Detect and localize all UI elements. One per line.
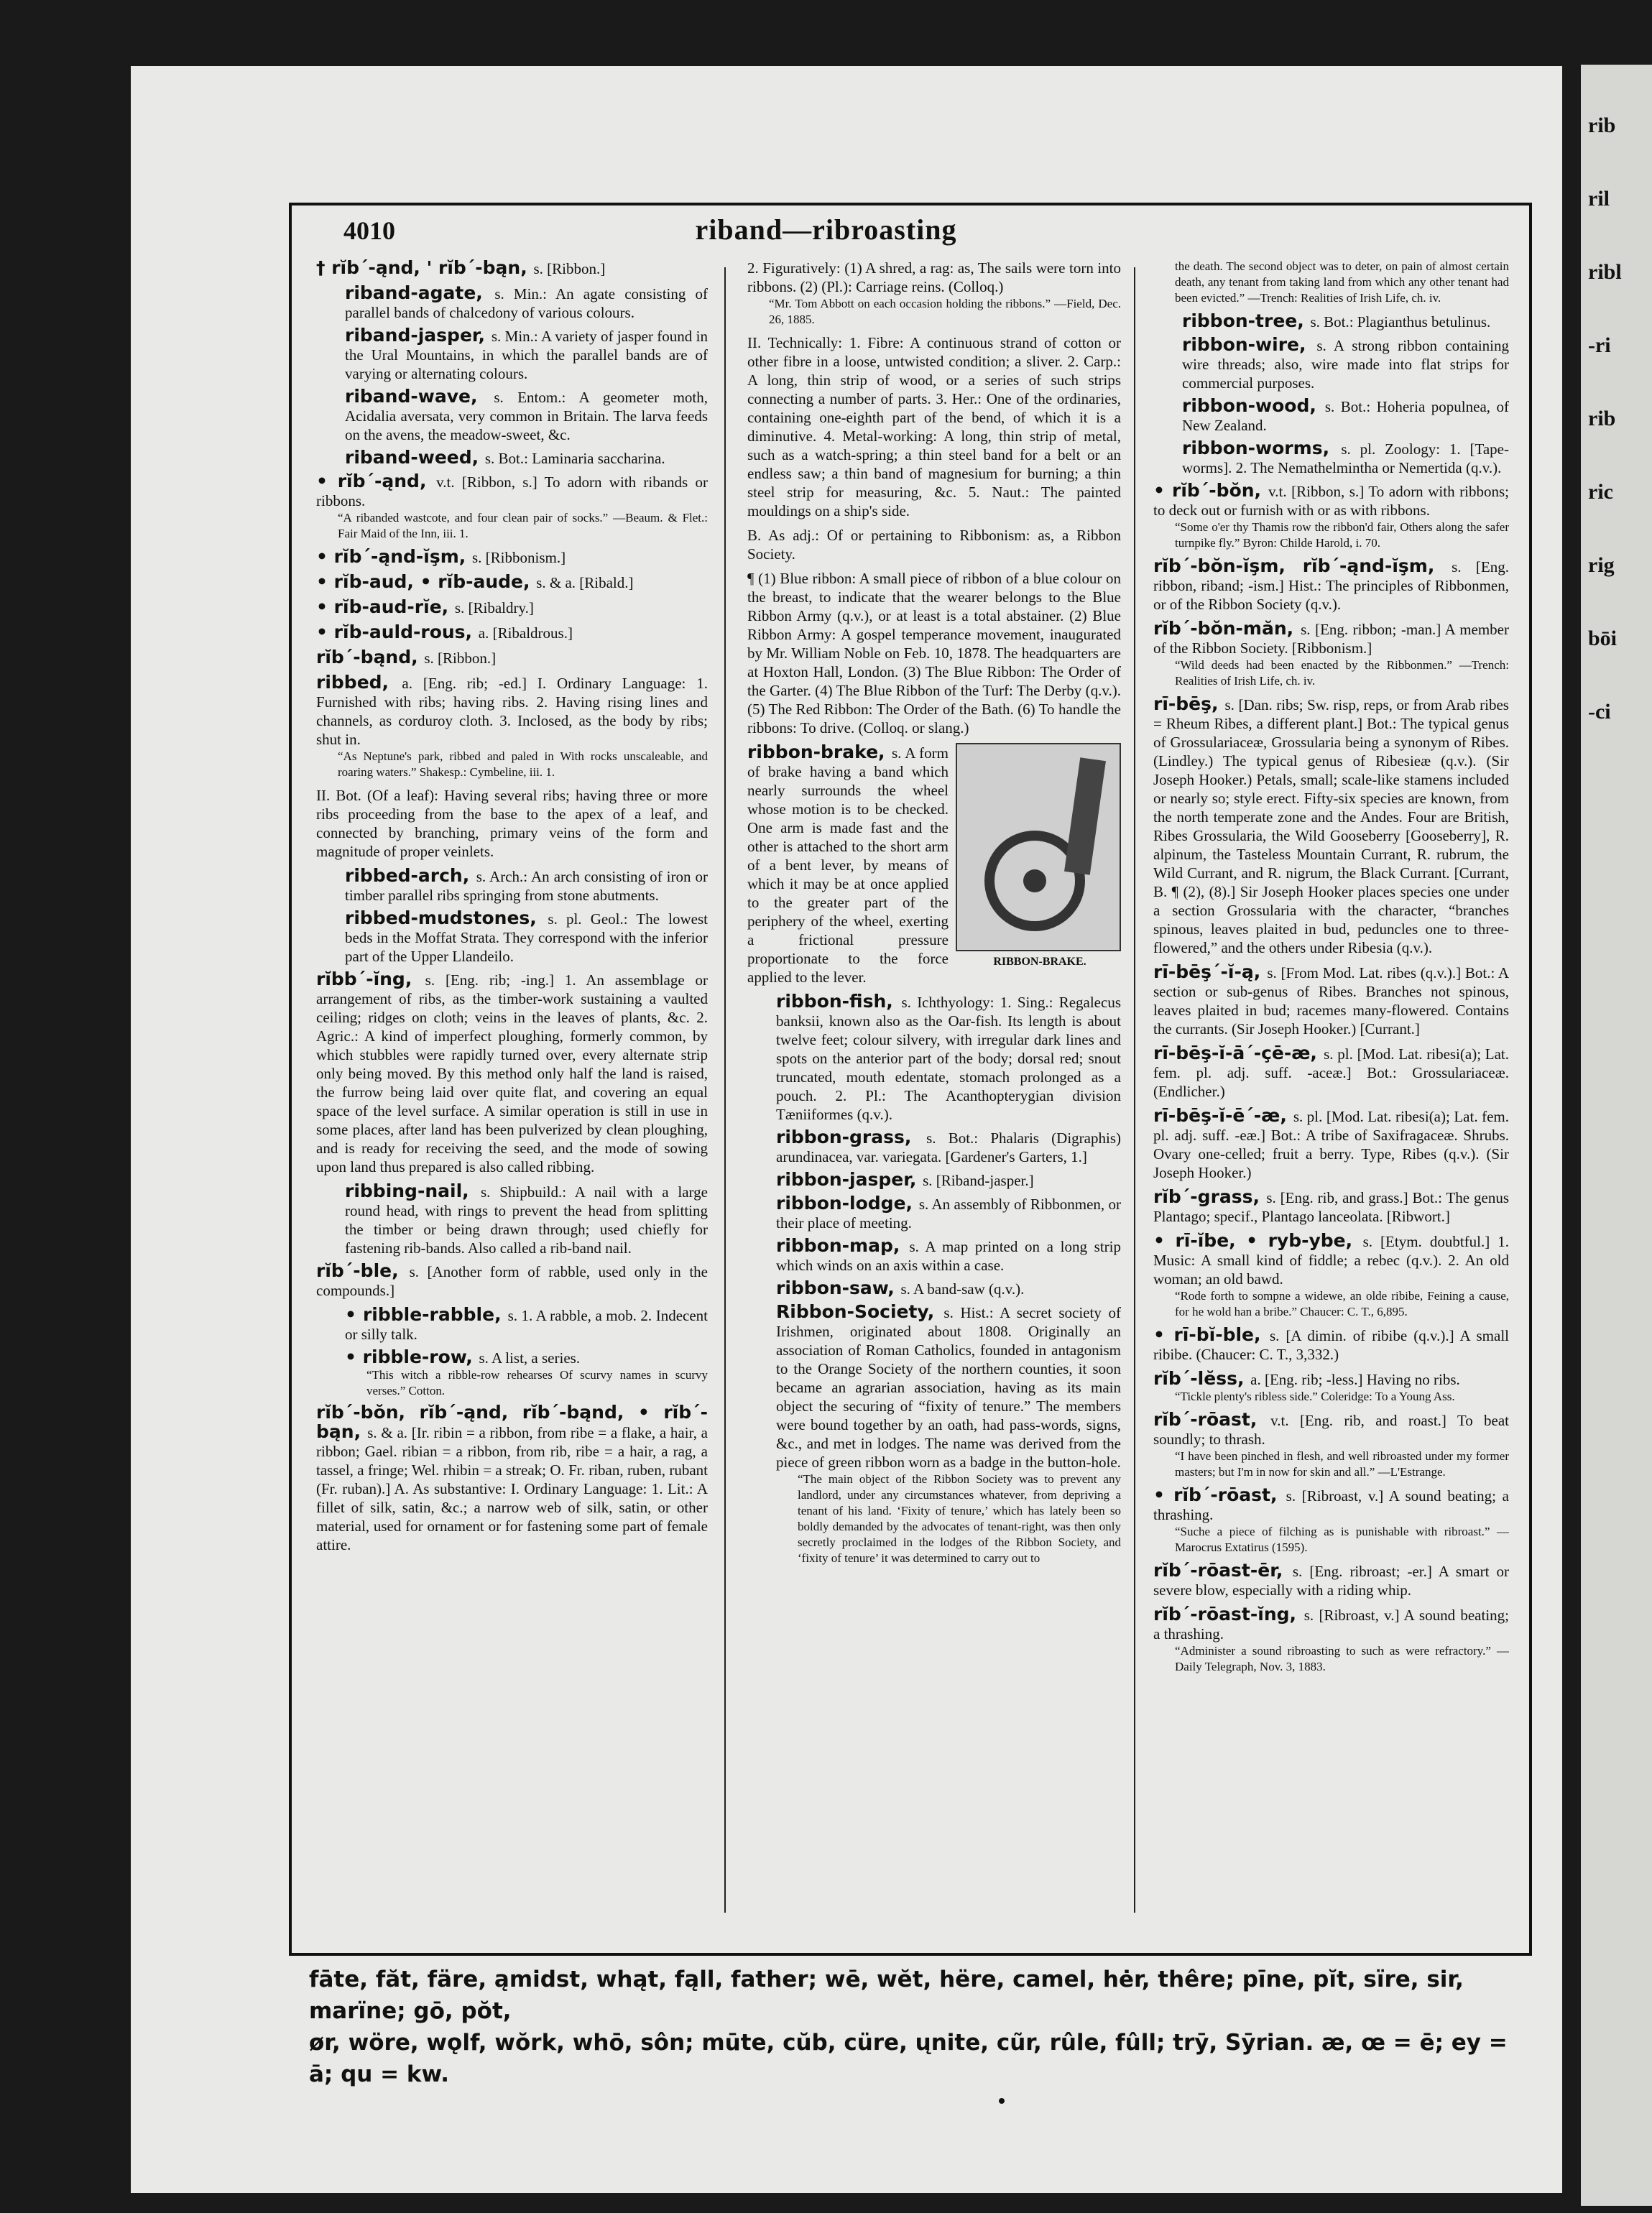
- definition: s. [Dan. ribs; Sw. risp, reps, or from Arab ribes = Rheum Ribes, a different plant.] Bot.: The typical genus of Grossulariaceæ, Grossularia being a synonym of Ribes. (Lindley.) The typical genus of Ribesieæ (q.v.). (Sir Joseph Hooker.) Petals, small; scale-like stamens included or nearly so; style erect. Fifty-six species are known, from the north temperate zone and the Andes. Four are British, Ribes Grossularia, the Wild Gooseberry [Gooseberry], R. alpinum, the Tasteless Mountain Currant, R. rubrum, the Wild Currant, and R. nigrum, the Black Currant. [Currant, B. ¶ (2), (8).] Sir Joseph Hooker places species one under a section Grossularia with the character, “branches spinous, leaves plaited in bud, peduncles one to three-flowered,” and the others under Ribesia (q.v.).: [1153, 696, 1509, 956]
- quotation: “This witch a ribble-row rehearses Of scurvy names in scurvy verses.” Cotton.: [366, 1368, 708, 1397]
- headword: ribbon-wire,: [1182, 334, 1317, 355]
- quotation: “Tickle plenty's ribless side.” Coleridge: To a Young Ass.: [1175, 1390, 1455, 1403]
- dictionary-entry: [1153, 1326, 1509, 1364]
- dictionary-entry: [747, 992, 1121, 1124]
- headword: • rĭb-auld-rous,: [316, 622, 479, 642]
- definition: s. An assembly of Ribbonmen, or their place of meeting.: [776, 1196, 1121, 1232]
- dictionary-entry: [1153, 963, 1509, 1038]
- definition: s. [Ribroast, v.] A sound beating; a thrashing.: [1153, 1607, 1509, 1643]
- dictionary-entry: [1153, 1410, 1509, 1480]
- headword: • ribble-row,: [345, 1346, 479, 1367]
- definition: s. & a. [Ir. ribin = a ribbon, from ribe = a flake, a hair, a ribbon; Gael. ribian = a ribbon, from rib, ribe = a hair, a rag, a tassel, a fringe; Wel. rhibin = a streak; O. Fr. riban, ruben, rubant (Fr. ruban).] A. As substantive: I. Ordinary Language: 1. Lit.: A fillet of silk, satin, &c.; a narrow web of silk, satin, or other material, used for ornament or for fastening some part of female attire.: [316, 1424, 708, 1553]
- adjacent-fragment: rib: [1588, 407, 1616, 430]
- dictionary-entry: [747, 1128, 1121, 1166]
- definition: s. A band-saw (q.v.).: [900, 1280, 1025, 1298]
- dictionary-entry: [747, 1303, 1121, 1566]
- headword: rĭb´-bŏn-măn,: [1153, 618, 1301, 639]
- dictionary-entry: [1153, 1486, 1509, 1556]
- column-2: [747, 259, 1121, 1962]
- dictionary-entry: [747, 333, 1121, 520]
- headword: • rĭb-aud, • rĭb-aude,: [316, 571, 537, 592]
- definition: s. Ichthyology: 1. Sing.: Regalecus banksii, known also as the Oar-fish. Its length is about twelve feet; colour silvery, with irregular dark lines and spots on the anterior part of the body; dorsal red; snout truncated, mouth edentate, stomach prolonged as a pouch. 2. Pl.: The Acanthopterygian division Tæniiformes (q.v.).: [776, 994, 1121, 1123]
- quotation: “Wild deeds had been enacted by the Ribbonmen.” —Trench: Realities of Irish Life, ch. iv.: [1175, 658, 1509, 688]
- headword: • rĭb´-ąnd,: [316, 471, 437, 491]
- definition: B. As adj.: Of or pertaining to Ribbonism: as, a Ribbon Society.: [747, 527, 1121, 563]
- definition: s. [Eng. ribbon; -man.] A member of the Ribbon Society. [Ribbonism.]: [1153, 621, 1509, 657]
- column-1: [316, 259, 708, 1962]
- dictionary-entry: [1153, 1044, 1509, 1101]
- pronunciation-line-1: fāte, făt, färe, ąmidst, whąt, fąll, father; wē, wĕt, hëre, camel, hėr, thêre; pīne, pĭt, sïre, sir, marïne; gō, pŏt,: [309, 1967, 1464, 2024]
- definition: s. pl. Zoology: 1. [Tape-worms]. 2. The Nemathelmintha or Nemertida (q.v.).: [1182, 440, 1509, 476]
- headword: ribbed-arch,: [345, 865, 476, 886]
- definition: s. [Ribbon.]: [533, 260, 606, 277]
- headword: ribbon-lodge,: [776, 1193, 919, 1214]
- dictionary-entry: [316, 284, 708, 322]
- definition: s. [Riband-jasper.]: [923, 1172, 1034, 1189]
- adjacent-fragment: -ci: [1588, 700, 1611, 724]
- dictionary-entry: [1153, 481, 1509, 551]
- headword: rĭb´-rōast-ĭng,: [1153, 1604, 1304, 1625]
- dictionary-entry: [1153, 1232, 1509, 1320]
- definition: v.t. [Eng. rib, and roast.] To beat soundly; to thrash.: [1153, 1412, 1509, 1448]
- definition: s. [Ribbonism.]: [472, 549, 566, 566]
- dictionary-entry: [1153, 695, 1509, 957]
- definition: s. Min.: An agate consisting of parallel bands of chalcedony of various colours.: [345, 285, 708, 321]
- headword: rĭb´-lĕss,: [1153, 1368, 1251, 1389]
- dictionary-entry: [316, 598, 708, 617]
- adjacent-fragment: rig: [1588, 553, 1615, 577]
- column-rule: [1134, 267, 1135, 1913]
- dictionary-entry: [316, 648, 708, 667]
- dictionary-entry: [316, 259, 708, 278]
- definition: s. [Eng. ribbon, riband; -ism.] Hist.: The principles of Ribbonmen, or of the Ribbon Society (q.v.).: [1153, 558, 1509, 613]
- headword: ribbon-tree,: [1182, 310, 1311, 331]
- dictionary-entry: [1153, 312, 1509, 331]
- dictionary-entry: [747, 743, 1121, 987]
- quotation: “Some o'er thy Thamis row the ribbon'd fair, Others along the safer turnpike fly.” Byron: Childe Harold, i. 70.: [1175, 520, 1509, 550]
- definition: a. [Ribaldrous.]: [478, 624, 573, 642]
- dictionary-entry: [747, 1170, 1121, 1190]
- dictionary-entry: [316, 623, 708, 642]
- dictionary-entry: [1153, 1605, 1509, 1675]
- headword: ribbon-map,: [776, 1235, 910, 1256]
- headword: • rĭb´-ąnd-ĭşm,: [316, 546, 472, 567]
- page-number: 4010: [343, 216, 395, 245]
- headword: riband-weed,: [345, 447, 485, 468]
- headword: • rĭb-aud-rĭe,: [316, 596, 455, 617]
- headword: ribbing-nail,: [345, 1181, 481, 1201]
- definition: s. [From Mod. Lat. ribes (q.v.).] Bot.: A section or sub-genus of Ribes. Branches not spinous, leaves plaited in bud; racemes many-flowered. Contains the currants. (Sir Joseph Hooker.) [Currant.]: [1153, 964, 1509, 1038]
- dictionary-entry: [1153, 259, 1509, 306]
- dictionary-entry: [316, 786, 708, 861]
- dictionary-entry: [316, 1262, 708, 1300]
- definition: s. Entom.: A geometer moth, Acidalia aversata, very common in Britain. The larva feeds on the avens, the meadow-sweet, &c.: [345, 389, 708, 443]
- headword: rĭb´-bŏn, rĭb´-ąnd, rĭb´-bąnd, • rĭb´-bąn,: [316, 1402, 708, 1442]
- definition: s. [Ribroast, v.] A sound beating; a thrashing.: [1153, 1487, 1509, 1523]
- headword: riband-agate,: [345, 282, 495, 303]
- definition: s. A map printed on a long strip which winds on an axis within a case.: [776, 1238, 1121, 1274]
- definition: s. 1. A rabble, a mob. 2. Indecent or silly talk.: [345, 1307, 708, 1343]
- quotation: “Mr. Tom Abbott on each occasion holding the ribbons.” —Field, Dec. 26, 1885.: [769, 297, 1121, 326]
- definition: s. Min.: A variety of jasper found in the Ural Mountains, in which the parallel bands are of varying or alternating colours.: [345, 328, 708, 382]
- quotation: “As Neptune's park, ribbed and paled in With rocks unscaleable, and roaring waters.” Shakesp.: Cymbeline, iii. 1.: [338, 749, 708, 779]
- dictionary-entry: [316, 1306, 708, 1344]
- dictionary-entry: [747, 526, 1121, 563]
- adjacent-fragment: -ri: [1588, 333, 1611, 357]
- definition: s. Bot.: Phalaris (Digraphis) arundinacea, var. variegata. [Gardener's Garters, 1.]: [776, 1129, 1121, 1165]
- headword: ribbed-mudstones,: [345, 907, 548, 928]
- definition: a. [Eng. rib; -less.] Having no ribs.: [1250, 1371, 1460, 1388]
- definition: s. [Eng. rib; -ing.] 1. An assemblage or arrangement of ribs, as the timber-work sustaining a vaulted ceiling; ridges on cloth; veins in the leaves of plants, &c. 2. Agric.: A kind of imperfect ploughing, formerly common, by which stubbles were rapidly turned over, every alternate strip only being moved. By this method only half the land is raised, the furrow being laid over quite flat, and covering an equal space of the level surface. A similar operation is still in use in some places, after land has been pulverized by clean ploughing, and is ready for receiving the seed, and the mode of sowing upon land thus prepared is also called ribbing.: [316, 971, 708, 1175]
- headword: † rĭb´-ąnd, ' rĭb´-bąn,: [316, 259, 534, 278]
- definition: s. [Ribaldry.]: [454, 599, 534, 616]
- dictionary-entry: [1153, 336, 1509, 392]
- definition: s. [Eng. rib, and grass.] Bot.: The genus Plantago; specif., Plantago lanceolata. [Ribwort.]: [1153, 1189, 1509, 1225]
- dictionary-entry: [747, 1279, 1121, 1298]
- dictionary-entry: [316, 573, 708, 592]
- headword: rĭb´-rōast-ēr,: [1153, 1560, 1293, 1581]
- dictionary-entry: [1153, 1106, 1509, 1182]
- definition: II. Bot. (Of a leaf): Having several ribs; having three or more ribs proceeding from the base to the apex of a leaf, and connected by branching, primary veins of the form and magnitude of proper veinlets.: [316, 787, 708, 860]
- dictionary-entry: [1153, 557, 1509, 614]
- definition: s. [Etym. doubtful.] 1. Music: A small kind of fiddle; a rebec (q.v.). 2. An old woman; an old bawd.: [1153, 1233, 1509, 1288]
- definition: s. Arch.: An arch consisting of iron or timber parallel ribs springing from stone abutments.: [345, 868, 708, 904]
- definition: s. Hist.: A secret society of Irishmen, originated about 1808. Originally an association of Roman Catholics, founded in antagonism to the Orange Society of the northern counties, it soon became an agrarian association, having as its main object the securing of “fixity of tenure.” The members were bound together by an oath, had pass-words, signs, &c., and met in lodges. The name was derived from the piece of green ribbon worn as a badge in the button-hole.: [776, 1304, 1121, 1471]
- headword: ribbon-wood,: [1182, 395, 1325, 416]
- quotation: “Administer a sound ribroasting to such as were refractory.” —Daily Telegraph, Nov. 3, 1883.: [1175, 1644, 1509, 1673]
- dictionary-entry: [316, 1348, 708, 1399]
- headword: Ribbon-Society,: [776, 1301, 944, 1322]
- dictionary-entry: [747, 1194, 1121, 1232]
- headword: rĭbb´-ĭng,: [316, 969, 425, 989]
- dictionary-entry: [1153, 439, 1509, 477]
- definition: 2. Figuratively: (1) A shred, a rag: as, The sails were torn into ribbons. (2) (Pl.): Carriage reins. (Colloq.): [747, 259, 1121, 295]
- headword: ribbed,: [316, 672, 402, 693]
- quotation: “I have been pinched in flesh, and well ribroasted under my former masters; but I'm in now for skin and all.” —L'Estrange.: [1175, 1449, 1509, 1479]
- definition: s. Bot.: Hoheria populnea, of New Zealand.: [1182, 398, 1509, 434]
- ribbon-brake-illustration: [956, 743, 1121, 968]
- figure-caption: RIBBON-BRAKE.: [993, 956, 1086, 968]
- headword: ribbon-grass,: [776, 1127, 927, 1147]
- quotation: the death. The second object was to deter, on pain of almost certain death, any tenant from taking land from which any other tenant had been evicted.” —Trench: Realities of Irish Life, ch. iv.: [1175, 259, 1509, 305]
- brake-lever: [1064, 757, 1106, 874]
- page-mark: [999, 2098, 1005, 2104]
- definition: s. Bot.: Plagianthus betulinus.: [1310, 313, 1491, 331]
- definition: s. [Another form of rabble, used only in the compounds.]: [316, 1263, 708, 1299]
- definition: v.t. [Ribbon, s.] To adorn with ribbons; to deck out or furnish with or as with ribbons.: [1153, 483, 1509, 519]
- headword: rī-bēş-ĭ-ē´-æ,: [1153, 1105, 1293, 1126]
- dictionary-entry: [316, 548, 708, 567]
- headword: rī-bēş´-ĭ-ą,: [1153, 961, 1268, 982]
- headword: • rī-ĭbe, • ryb-ybe,: [1153, 1230, 1363, 1251]
- headword: riband-jasper,: [345, 325, 492, 346]
- dictionary-entry: [316, 326, 708, 383]
- headword: ribbon-brake,: [747, 741, 892, 762]
- dictionary-entry: [1153, 619, 1509, 689]
- quotation: “The main object of the Ribbon Society was to prevent any landlord, under any circumstances whatever, from depriving a tenant of his land. ‘Fixity of tenure,’ which has lately been so boldly demanded by the advocates of tenant-right, was then only secretly proclaimed in the lodges of the Ribbon Society, and ‘fixity of tenure’ it was determined to carry out to: [798, 1472, 1121, 1565]
- headword: rĭb´-grass,: [1153, 1186, 1267, 1207]
- definition: s. pl. [Mod. Lat. ribesi(a); Lat. fem. pl. adj. suff. -aceæ.] Bot.: Grossulariaceæ. (Endlicher.): [1153, 1045, 1509, 1100]
- column-3: [1153, 259, 1509, 1962]
- dictionary-entry: [316, 448, 708, 468]
- definition: a. [Eng. rib; -ed.] I. Ordinary Language: 1. Furnished with ribs; having ribs. 2. Having rising lines and channels, as corduroy cloth. 3. Inclosed, as the body by ribs; shut in.: [316, 675, 708, 748]
- definition: s. Shipbuild.: A nail with a large round head, with rings to prevent the head from splitting the timber or being drawn through; used chiefly for fastening rib-bands. Also called a rib-band nail.: [345, 1183, 708, 1257]
- dictionary-entry: [1153, 1561, 1509, 1599]
- page-title: riband—ribroasting: [695, 213, 957, 246]
- definition: s. A list, a series.: [479, 1349, 581, 1367]
- column-rule: [724, 267, 726, 1913]
- adjacent-fragment: ribl: [1588, 260, 1622, 284]
- dictionary-entry: [747, 1237, 1121, 1275]
- headword: riband-wave,: [345, 386, 494, 407]
- headword: rĭb´-bąnd,: [316, 647, 425, 667]
- dictionary-entry: [316, 909, 708, 966]
- definition: s. [Ribbon.]: [424, 650, 497, 667]
- quotation: “A ribanded wastcote, and four clean pair of socks.” —Beaum. & Flet.: Fair Maid of the Inn, iii. 1.: [338, 511, 708, 540]
- dictionary-entry: [747, 569, 1121, 737]
- definition: s. Bot.: Laminaria saccharina.: [484, 450, 665, 467]
- adjacent-fragment: ril: [1588, 187, 1610, 211]
- headword: • rĭb´-rōast,: [1153, 1484, 1286, 1505]
- definition: s. A form of brake having a band which nearly surrounds the wheel whose motion is to be checked. One arm is made fast and the other is attached to the short arm of a bent lever, by means of which it may be at once applied to the greater part of the periphery of the wheel, exerting a frictional pressure proportionate to the force applied to the lever.: [747, 744, 949, 986]
- dictionary-entry: [316, 867, 708, 905]
- headword: ribbon-jasper,: [776, 1169, 923, 1190]
- dictionary-entry: [316, 970, 708, 1176]
- headword: • rī-bĭ-ble,: [1153, 1324, 1270, 1345]
- dictionary-entry: [1153, 1369, 1509, 1405]
- dictionary-entry: [316, 1182, 708, 1257]
- definition: s. [A dimin. of ribibe (q.v.).] A small ribibe. (Chaucer: C. T., 3,332.): [1153, 1327, 1509, 1363]
- dictionary-entry: [1153, 1188, 1509, 1226]
- headword: rĭb´-bŏn-ĭşm, rĭb´-ąnd-ĭşm,: [1153, 555, 1452, 576]
- headword: • rĭb´-bŏn,: [1153, 480, 1269, 501]
- dictionary-entry: [316, 1403, 708, 1554]
- dictionary-entry: [316, 673, 708, 780]
- definition: ¶ (1) Blue ribbon: A small piece of ribbon of a blue colour on the breast, to indicate that the wearer belongs to the Blue Ribbon Army (q.v.), or at least is a total abstainer. (2) Blue Ribbon Army: A gospel temperance movement, inaugurated by Mr. William Noble on Feb. 10, 1878. The headquarters are at Hoxton Hall, London. (3) The Blue Ribbon: The Order of the Garter. (4) The Blue Ribbon of the Turf: The Derby (q.v.). (5) The Red Ribbon: The Order of the Bath. (6) To handle the ribbons: To drive. (Colloq. or slang.): [747, 570, 1121, 736]
- definition: s. [Eng. ribroast; -er.] A smart or severe blow, especially with a riding whip.: [1153, 1563, 1509, 1599]
- dictionary-entry: [316, 387, 708, 444]
- quotation: “Rode forth to sompne a widewe, an olde ribibe, Feining a cause, for he wold han a bribe.” Chaucer: C. T., 6,895.: [1175, 1289, 1509, 1318]
- definition: v.t. [Ribbon, s.] To adorn with ribands or ribbons.: [316, 473, 708, 509]
- pronunciation-key: [309, 1964, 1516, 2090]
- headword: • ribble-rabble,: [345, 1304, 508, 1325]
- quotation: “Suche a piece of filching as is punishable with ribroast.” —Marocrus Extatirus (1595).: [1175, 1525, 1509, 1554]
- definition: s. A strong ribbon containing wire threads; also, wire made into flat strips for commercial purposes.: [1182, 337, 1509, 392]
- pronunciation-line-2: ør, wöre, wǫlf, wŏrk, whō, sôn; mūte, cŭb, cüre, ųnite, cũr, rûle, fûll; trȳ, Sȳrian. æ, œ = ē; ey = ā; qu = kw.: [309, 2030, 1508, 2087]
- headword: rī-bēş,: [1153, 693, 1225, 714]
- adjacent-fragment: ric: [1588, 480, 1613, 504]
- headword: ribbon-saw,: [776, 1278, 901, 1298]
- definition: s. pl. Geol.: The lowest beds in the Moffat Strata. They correspond with the inferior part of the Upper Llandeilo.: [345, 910, 708, 965]
- adjacent-fragment: bōi: [1588, 627, 1618, 650]
- definition: s. & a. [Ribald.]: [536, 574, 634, 591]
- headword: ribbon-worms,: [1182, 438, 1342, 458]
- dictionary-entry: [316, 472, 708, 542]
- headword: rĭb´-ble,: [316, 1260, 410, 1281]
- brake-hub: [1023, 869, 1046, 892]
- adjacent-fragment: rib: [1588, 114, 1616, 137]
- headword: ribbon-fish,: [776, 991, 902, 1012]
- dictionary-entry: [747, 259, 1121, 328]
- definition: II. Technically: 1. Fibre: A continuous strand of cotton or other fibre in a loose, untwisted condition; a sliver. 2. Carp.: A long, thin strip of wood, or a series of such strips connecting a number of parts. 3. Her.: One of the ordinaries, containing one-eighth part of the bend, of which it is a diminutive. 4. Metal-working: A long, thin strip of metal, such as a watch-spring; a thin steel band for a belt or an endless saw; a thin band of magnesium for burning; a thin steel strip for measuring, &c. 5. Naut.: The painted mouldings on a ship's side.: [747, 334, 1121, 519]
- dictionary-entry: [1153, 397, 1509, 435]
- headword: rī-bēş-ĭ-ā´-çē-æ,: [1153, 1043, 1324, 1063]
- adjacent-page-edge: [1581, 65, 1652, 2206]
- definition: s. pl. [Mod. Lat. ribesi(a); Lat. fem. pl. adj. suff. -eæ.] Bot.: A tribe of Saxifragaceæ. Shrubs. Ovary one-celled; fruit a berry. Type, Ribes (q.v.). (Sir Joseph Hooker.): [1153, 1108, 1509, 1181]
- headword: rĭb´-rōast,: [1153, 1409, 1271, 1430]
